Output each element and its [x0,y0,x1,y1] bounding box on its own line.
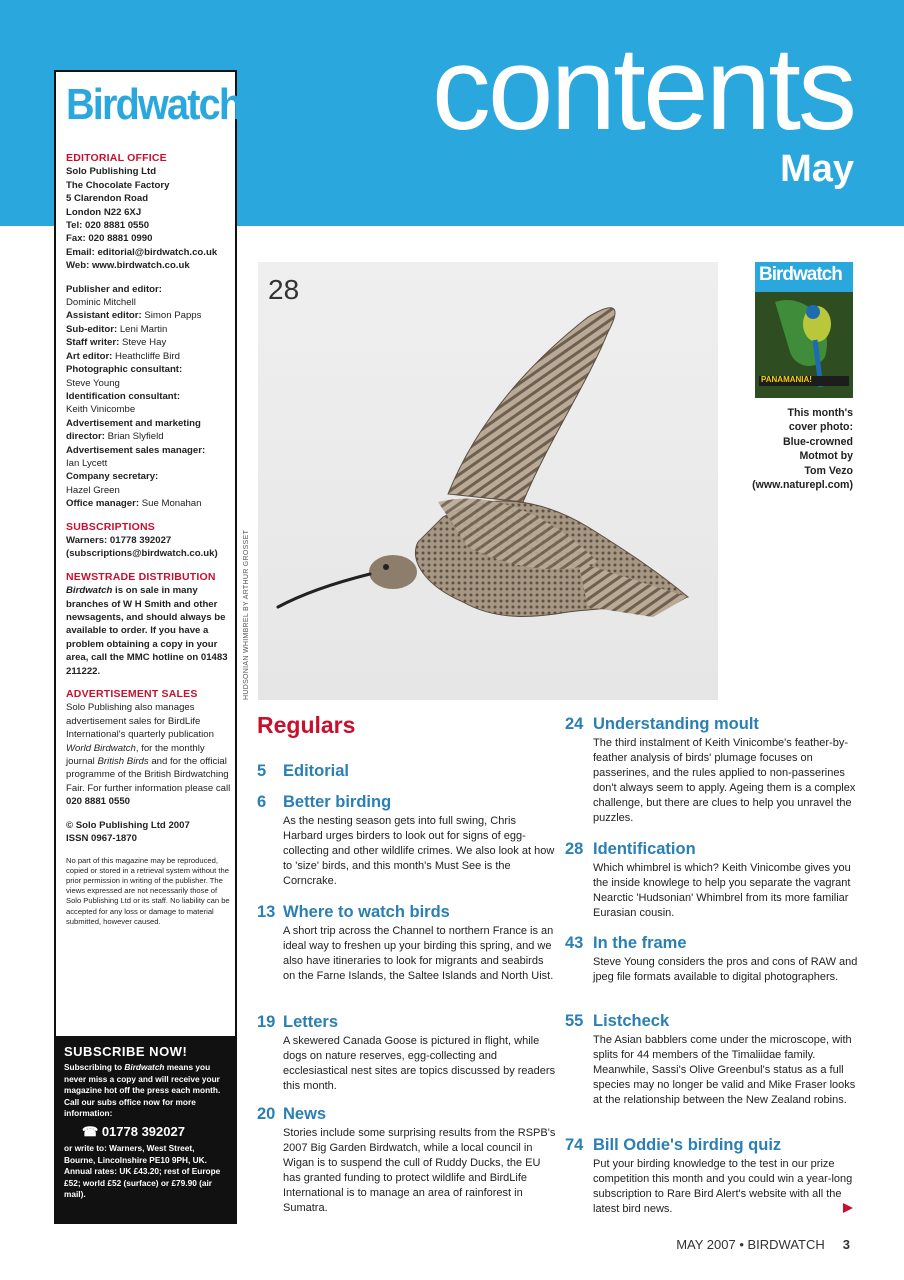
editorial-line: The Chocolate Factory [66,179,170,191]
page-footer [676,1237,850,1252]
entry-page: 13 [257,903,276,921]
editorial-office-heading: EDITORIAL OFFICE [66,152,167,164]
subscriptions-text: Warners: 01778 392027 (subscriptions@birdwatch.co.uk) [66,534,218,560]
subscribe-text-1: Subscribing to [64,1062,125,1072]
ad-sales-text-3: and for the official programme of the British Birdwatching Fair. For further information please call [66,756,231,794]
entry-description: Steve Young considers the pros and cons of RAW and jpeg file formats available to digital photographers. [593,956,858,983]
staff-name: Steve Young [66,377,120,389]
staff-name: Dominic Mitchell [66,297,136,309]
entry-page: 24 [565,715,584,733]
masthead-sidebar [54,70,242,1224]
subscribe-text [64,1062,227,1120]
entry-title[interactable]: News [283,1105,327,1123]
staff-role: Company secretary: [66,471,159,483]
entry-description: A short trip across the Channel to northern France is an ideal way to freshen up your birding this spring, and we also have itineraries to look for migrants and seabirds on the Farne Islands, the Saltee Islands and North Uist. [283,925,554,982]
staff-name: Hazel Green [66,484,120,496]
staff-role: Office manager: [66,498,140,510]
staff-entry [66,363,234,390]
entry-page: 6 [257,793,267,811]
entry-page: 74 [565,1136,584,1154]
cover-caption-line: cover photo: [788,421,853,434]
subscribe-text-2: means you never miss a copy and will receive your magazine hot off the press each month. Call our subs office now for more information: [64,1062,221,1119]
staff-role: Photographic consultant: [66,364,183,376]
staff-name: Steve Hay [121,337,167,349]
editorial-line: Web: www.birdwatch.co.uk [66,260,190,272]
cover-caption [720,406,853,492]
editorial-line: Email: editorial@birdwatch.co.uk [66,246,218,258]
subscribe-address: or write to: Warners, West Street, Bourne, Lincolnshire PE10 9PH, UK. Annual rates: UK £43.20; rest of Europe £52; world £52 (surface) or £79.90 (air mail). [64,1142,221,1200]
staff-role: Staff writer: [66,337,120,349]
photo-page-number: 28 [268,274,300,305]
page-title: contents [431,23,854,155]
entry-title[interactable]: Where to watch birds [283,903,450,921]
entry-title[interactable]: Editorial [283,762,350,780]
staff-name: Sue Monahan [141,498,202,510]
whimbrel-illustration [258,262,718,700]
whimbrel-photo [258,262,718,700]
contents-entry[interactable] [257,1105,557,1216]
staff-name: Heathcliffe Bird [115,350,180,362]
cover-headline: PANAMANIA! [761,375,812,384]
continue-arrow-icon [843,1203,853,1213]
newstrade-text [66,584,234,678]
contents-entry[interactable] [565,840,863,921]
editorial-line: Fax: 020 8881 0990 [66,233,153,245]
staff-role: Advertisement and marketing director: [66,417,201,443]
issue-month: May [780,148,854,190]
editorial-line: 5 Clarendon Road [66,193,149,205]
footer-label: MAY 2007 • BIRDWATCH [676,1237,825,1252]
editorial-line: Tel: 020 8881 0550 [66,220,150,232]
subscribe-phone [82,1124,227,1140]
staff-name: Ian Lycett [66,457,108,469]
subscribe-title: SUBSCRIBE NOW! [64,1044,188,1059]
cover-thumbnail[interactable] [755,262,853,398]
masthead-text [66,152,234,927]
cover-caption-line: This month's [787,407,853,419]
ad-sales-phone: 020 8881 0550 [66,796,131,808]
contents-entry[interactable] [565,1136,863,1217]
contents-entry[interactable] [565,1012,863,1108]
entry-description: The Asian babblers come under the microscope, with splits for 44 members of the Timaliidae family. Meanwhile, Sassi's Olive Greenbul's status as a full species may no longer be valid and Mike Fraser looks at the relationship between the New Zealand robins. [593,1034,856,1106]
cover-caption-line: Blue-crowned [782,435,853,448]
contents-entry[interactable] [565,715,863,826]
staff-name: Keith Vinicombe [66,404,136,416]
staff-role: Publisher and editor: [66,283,162,295]
entry-title[interactable]: Letters [283,1013,339,1031]
staff-entry [66,417,234,444]
copyright: © Solo Publishing Ltd 2007 [66,819,190,831]
entry-title[interactable]: Listcheck [593,1012,670,1030]
entry-title[interactable]: In the frame [593,934,687,952]
entry-description: The third instalment of Keith Vinicombe's feather-by-feather analysis of birds' plumage focuses on passerines, and the rules applied to non-passerines don't always seem to apply. Ageing them is a complex challenge, but there are clues to help you unravel the puzzles. [593,737,856,824]
page-number: 3 [842,1237,850,1252]
staff-entry [66,283,234,310]
entry-title[interactable]: Understanding moult [593,715,759,733]
subscriptions-heading: SUBSCRIPTIONS [66,520,155,533]
newstrade-brand: Birdwatch [66,585,113,597]
entry-page: 20 [257,1105,276,1123]
staff-entry [66,350,234,363]
staff-entry [66,497,234,510]
birdwatch-logo: Birdwatch [66,80,242,129]
newstrade-body: is on sale in many branches of W H Smith and other newsagents, and should always be available to order. If you have a problem obtaining a copy in your area, call the MMC hotline on 01483 211222. [66,585,228,677]
ad-sales-text-1: Solo Publishing also manages advertisement sales for BirdLife International's quarterly publication [66,702,214,741]
staff-role: Art editor: [66,350,113,362]
entry-page: 43 [565,934,584,952]
staff-entry [66,309,234,322]
staff-role: Sub-editor: [66,323,118,335]
cover-caption-line: Tom Vezo [804,464,853,477]
staff-entry [66,336,234,349]
contents-entry[interactable] [257,762,349,781]
entry-description: Stories include some surprising results from the RSPB's 2007 Big Garden Birdwatch, while a local council in Wigan is to suspend the cull of Ruddy Ducks, the EU has granted funding to protect wildlife and BirdLife International is to manage an area of rainforest in Sumatra. [283,1127,556,1214]
entry-title[interactable]: Identification [593,840,696,858]
entry-title[interactable]: Better birding [283,793,392,811]
staff-name: Simon Papps [144,310,202,322]
editorial-line: London N22 6XJ [66,206,142,218]
subscribe-phone-number: 01778 392027 [101,1123,185,1139]
staff-entry [66,323,234,336]
entry-description: Put your birding knowledge to the test in our prize competition this month and you could win a year-long subscription to Rare Bird Alert's website with all the latest bird news. [593,1158,853,1215]
staff-entry [66,390,234,417]
subscribe-brand: Birdwatch [124,1062,165,1072]
cover-caption-line: (www.naturepl.com) [752,479,853,492]
staff-list [66,283,234,511]
disclaimer: No part of this magazine may be reproduced, copied or stored in a retrieval system without the prior permission in writing of the publisher. The views expressed are not necessarily those of Solo Publishing Ltd or its staff. No liability can be accepted for any loss or damage to material submitted, however caused. [66,855,230,926]
phone-icon: ☎ [82,1123,102,1139]
staff-entry [66,444,234,471]
regulars-heading: Regulars [257,712,356,738]
entry-description: A skewered Canada Goose is pictured in flight, while dogs on nature reserves, egg-collecting and ecclesiastical nest sites are topics discussed by readers this month. [283,1035,556,1092]
entry-page: 55 [565,1012,584,1030]
cover-logo: Birdwatch [759,264,842,285]
entry-description: As the nesting season gets into full swing, Chris Harbard urges birders to look out for signs of egg-collecting and other wildlife crimes. We also look at how to 'size' birds, and this month's Must See is the Corncrake. [283,815,555,887]
staff-role: Advertisement sales manager: [66,444,206,456]
staff-entry [66,470,234,497]
ad-sales-text [66,701,234,808]
cover-caption-line: Motmot by [799,450,853,463]
photo-credit: HUDSONIAN WHIMBREL BY ARTHUR GROSSET [243,529,250,700]
editorial-address [66,165,234,272]
contents-entry[interactable] [257,903,557,984]
newstrade-heading: NEWSTRADE DISTRIBUTION [66,570,216,583]
issn: ISSN 0967-1870 [66,833,137,845]
entry-page: 19 [257,1013,276,1031]
staff-role: Assistant editor: [66,310,142,322]
ad-sales-em-1: World Birdwatch [66,742,136,754]
staff-role: Identification consultant: [66,390,181,402]
staff-name: Brian Slyfield [107,431,164,443]
subscribe-box [56,1036,235,1222]
ad-sales-em-2: British Birds [97,756,149,768]
entry-description: Which whimbrel is which? Keith Vinicombe gives you the inside knowlege to help you separate the vagrant Nearctic 'Hudsonian' Whimbrel from its more familiar Eurasian cousin. [593,862,851,919]
entry-page: 28 [565,840,584,858]
entry-page: 5 [257,762,267,780]
contents-entry[interactable] [257,793,557,889]
ad-sales-text-2: , for the monthly journal [66,742,205,768]
staff-name: Leni Martin [119,323,168,335]
editorial-line: Solo Publishing Ltd [66,166,157,178]
contents-entry[interactable] [565,934,863,985]
ad-sales-heading: ADVERTISEMENT SALES [66,688,198,701]
entry-title[interactable]: Bill Oddie's birding quiz [593,1136,782,1154]
contents-entry[interactable] [257,1013,557,1094]
